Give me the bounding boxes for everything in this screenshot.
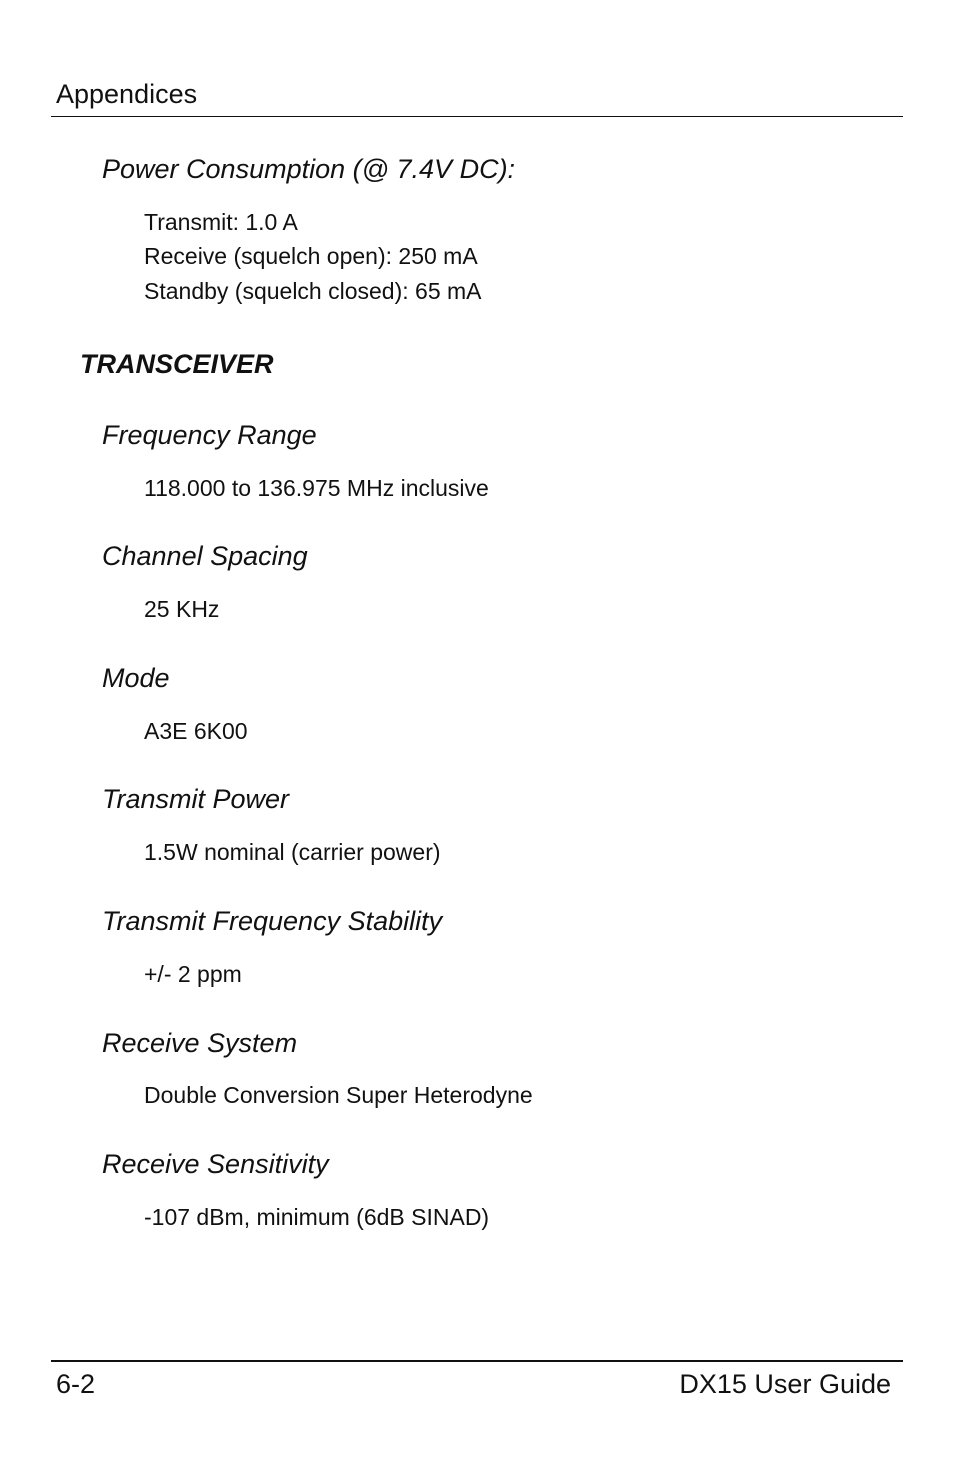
- transmit-power-value: 1.5W nominal (carrier power): [144, 839, 441, 865]
- frequency-range-heading: Frequency Range: [102, 420, 317, 450]
- frequency-range-value: 118.000 to 136.975 MHz inclusive: [144, 475, 489, 501]
- power-standby-value: Standby (squelch closed): 65 mA: [144, 278, 482, 304]
- receive-sensitivity-heading: Receive Sensitivity: [102, 1149, 329, 1179]
- page-number: 6-2: [56, 1369, 96, 1399]
- transmit-power-heading: Transmit Power: [102, 784, 290, 814]
- channel-spacing-value: 25 KHz: [144, 596, 220, 622]
- guide-title: DX15 User Guide: [679, 1369, 891, 1399]
- mode-value: A3E 6K00: [144, 718, 248, 744]
- power-consumption-heading: Power Consumption (@ 7.4V DC):: [102, 154, 516, 184]
- header-rule: [51, 116, 903, 117]
- footer-rule: [51, 1360, 903, 1362]
- power-receive-value: Receive (squelch open): 250 mA: [144, 243, 478, 269]
- power-transmit-value: Transmit: 1.0 A: [144, 209, 298, 235]
- running-header: Appendices: [56, 79, 198, 109]
- receive-system-value: Double Conversion Super Heterodyne: [144, 1082, 533, 1108]
- mode-heading: Mode: [102, 663, 170, 693]
- channel-spacing-heading: Channel Spacing: [102, 541, 308, 571]
- receive-sensitivity-value: -107 dBm, minimum (6dB SINAD): [144, 1204, 490, 1230]
- transmit-frequency-stability-heading: Transmit Frequency Stability: [102, 906, 443, 936]
- receive-system-heading: Receive System: [102, 1028, 298, 1058]
- transmit-frequency-stability-value: +/- 2 ppm: [144, 961, 242, 987]
- section-title-transceiver: TRANSCEIVER: [80, 349, 274, 379]
